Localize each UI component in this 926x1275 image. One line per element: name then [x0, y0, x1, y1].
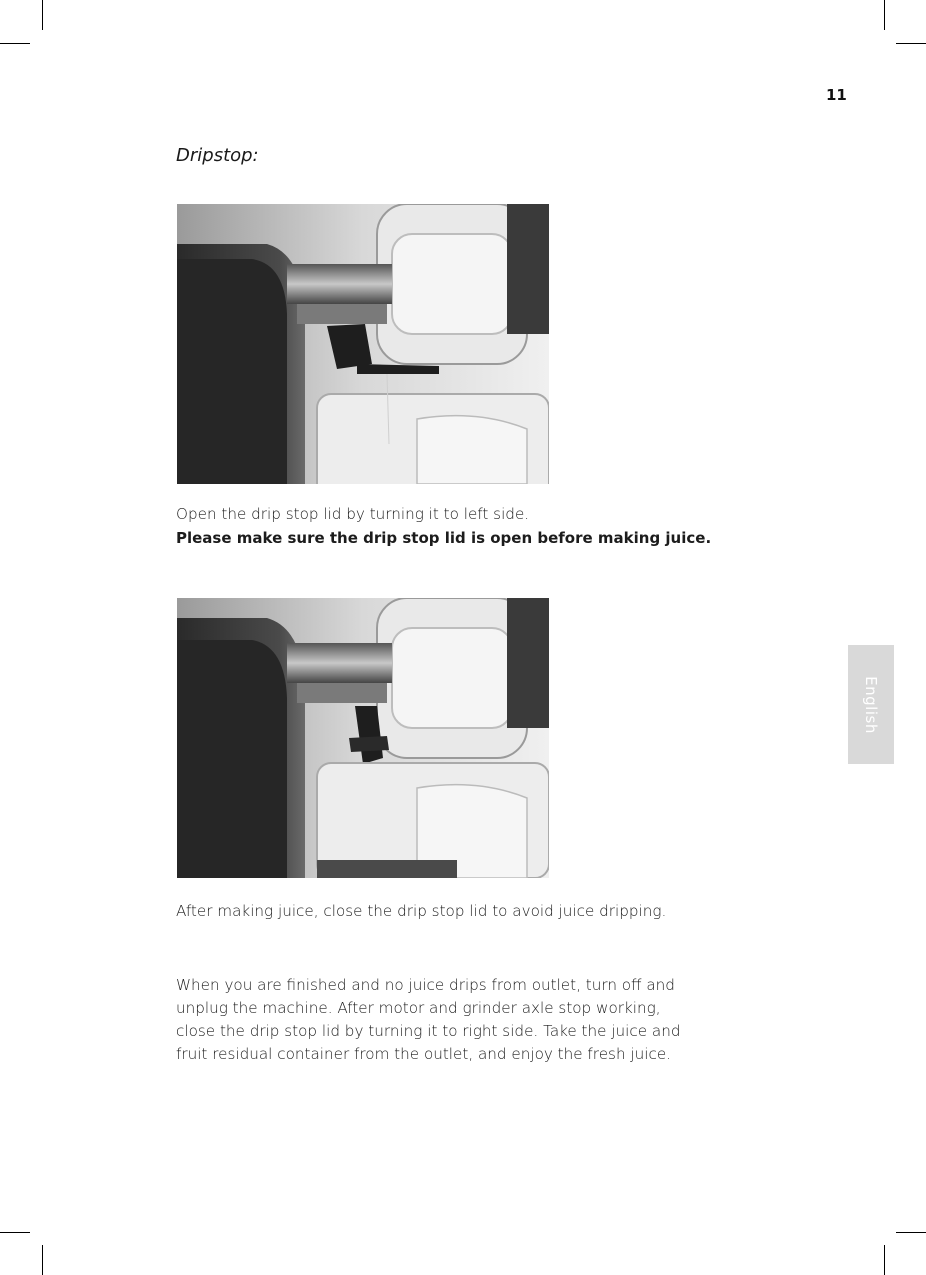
open-instruction: Open the drip stop lid by turning it to left side. [176, 505, 530, 523]
drip-stop-closed-photo [177, 598, 549, 878]
finish-line: close the drip stop lid by turning it to right side. Take the juice and [176, 1022, 681, 1040]
crop-mark-bottom-right-horizontal [896, 1232, 926, 1233]
page-number: 11 [826, 86, 847, 104]
crop-mark-top-left-vertical [42, 0, 43, 30]
crop-mark-bottom-left-vertical [42, 1245, 43, 1275]
crop-mark-bottom-left-horizontal [0, 1232, 30, 1233]
finish-line: fruit residual container from the outlet, and enjoy the fresh juice. [176, 1045, 671, 1063]
language-tab [848, 645, 894, 764]
finish-paragraph [176, 974, 736, 1066]
language-tab-label: English [862, 675, 880, 734]
section-title: Dripstop: [176, 145, 259, 166]
crop-mark-top-left-horizontal [0, 43, 30, 44]
finish-line: When you are finished and no juice drips from outlet, turn off and [176, 976, 675, 994]
drip-stop-open-photo [177, 204, 549, 484]
close-instruction: After making juice, close the drip stop lid to avoid juice dripping. [176, 902, 667, 920]
crop-mark-top-right-horizontal [896, 43, 926, 44]
open-warning: Please make sure the drip stop lid is open before making juice. [176, 529, 712, 547]
finish-line: unplug the machine. After motor and grinder axle stop working, [176, 999, 661, 1017]
crop-mark-bottom-right-vertical [884, 1245, 885, 1275]
crop-mark-top-right-vertical [884, 0, 885, 30]
